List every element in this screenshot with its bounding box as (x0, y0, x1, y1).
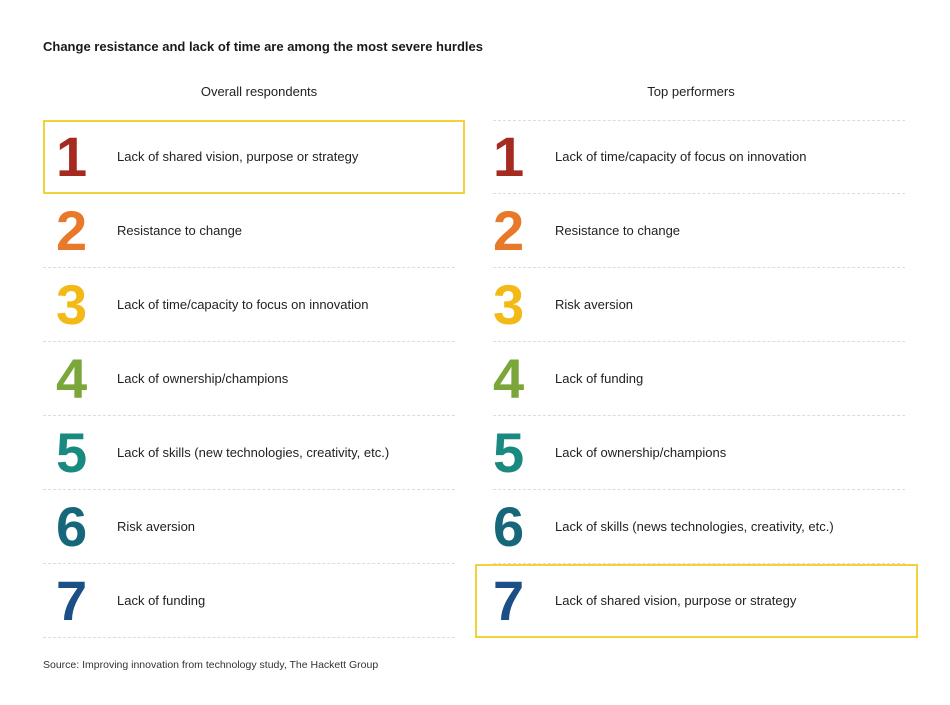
highlight-box (475, 564, 918, 638)
rank-number: 5 (56, 421, 87, 484)
rank-number: 7 (493, 569, 524, 632)
rank-number: 1 (56, 125, 87, 188)
rank-label: Resistance to change (117, 223, 243, 238)
ranking-row (43, 416, 455, 490)
rank-number: 5 (493, 421, 524, 484)
rank-number: 3 (493, 273, 524, 336)
rank-label: Lack of funding (117, 593, 206, 608)
highlight-box (43, 120, 465, 194)
column-header-top-performers: Top performers (647, 84, 735, 99)
rank-label: Lack of skills (new technologies, creativity, etc.) (117, 445, 390, 460)
rank-number: 4 (56, 347, 87, 410)
ranking-row (493, 490, 905, 564)
chart-title: Change resistance and lack of time are among the most severe hurdles (43, 39, 483, 54)
rank-number: 1 (493, 125, 524, 188)
rank-number: 7 (56, 569, 87, 632)
rank-label: Lack of ownership/champions (117, 371, 289, 386)
rank-label: Lack of ownership/champions (555, 445, 727, 460)
rank-label: Resistance to change (555, 223, 681, 238)
rank-label: Lack of shared vision, purpose or strategy (117, 149, 359, 164)
rank-number: 6 (493, 495, 524, 558)
rank-label: Risk aversion (117, 519, 196, 534)
ranking-row (493, 120, 905, 194)
rank-label: Lack of time/capacity to focus on innovation (117, 297, 369, 312)
ranking-row (43, 564, 455, 638)
rank-label: Lack of skills (news technologies, creativity, etc.) (555, 519, 834, 534)
rank-number: 6 (56, 495, 87, 558)
ranking-row (43, 342, 455, 416)
rank-label: Lack of time/capacity of focus on innovation (555, 149, 807, 164)
rank-label: Lack of shared vision, purpose or strategy (555, 593, 797, 608)
rank-number: 2 (493, 199, 524, 262)
rank-number: 3 (56, 273, 87, 336)
source-note: Source: Improving innovation from technology study, The Hackett Group (43, 659, 379, 671)
rank-number: 2 (56, 199, 87, 262)
ranking-row (43, 490, 455, 564)
column-header-overall: Overall respondents (200, 84, 318, 99)
ranking-row (43, 194, 455, 268)
ranking-row (43, 268, 455, 342)
ranking-row (493, 194, 905, 268)
rank-label: Lack of funding (555, 371, 644, 386)
row-divider (493, 120, 905, 121)
ranking-row (493, 416, 905, 490)
ranking-row (493, 268, 905, 342)
ranking-row (493, 342, 905, 416)
row-divider (43, 637, 455, 638)
rank-label: Risk aversion (555, 297, 634, 312)
rank-number: 4 (493, 347, 524, 410)
